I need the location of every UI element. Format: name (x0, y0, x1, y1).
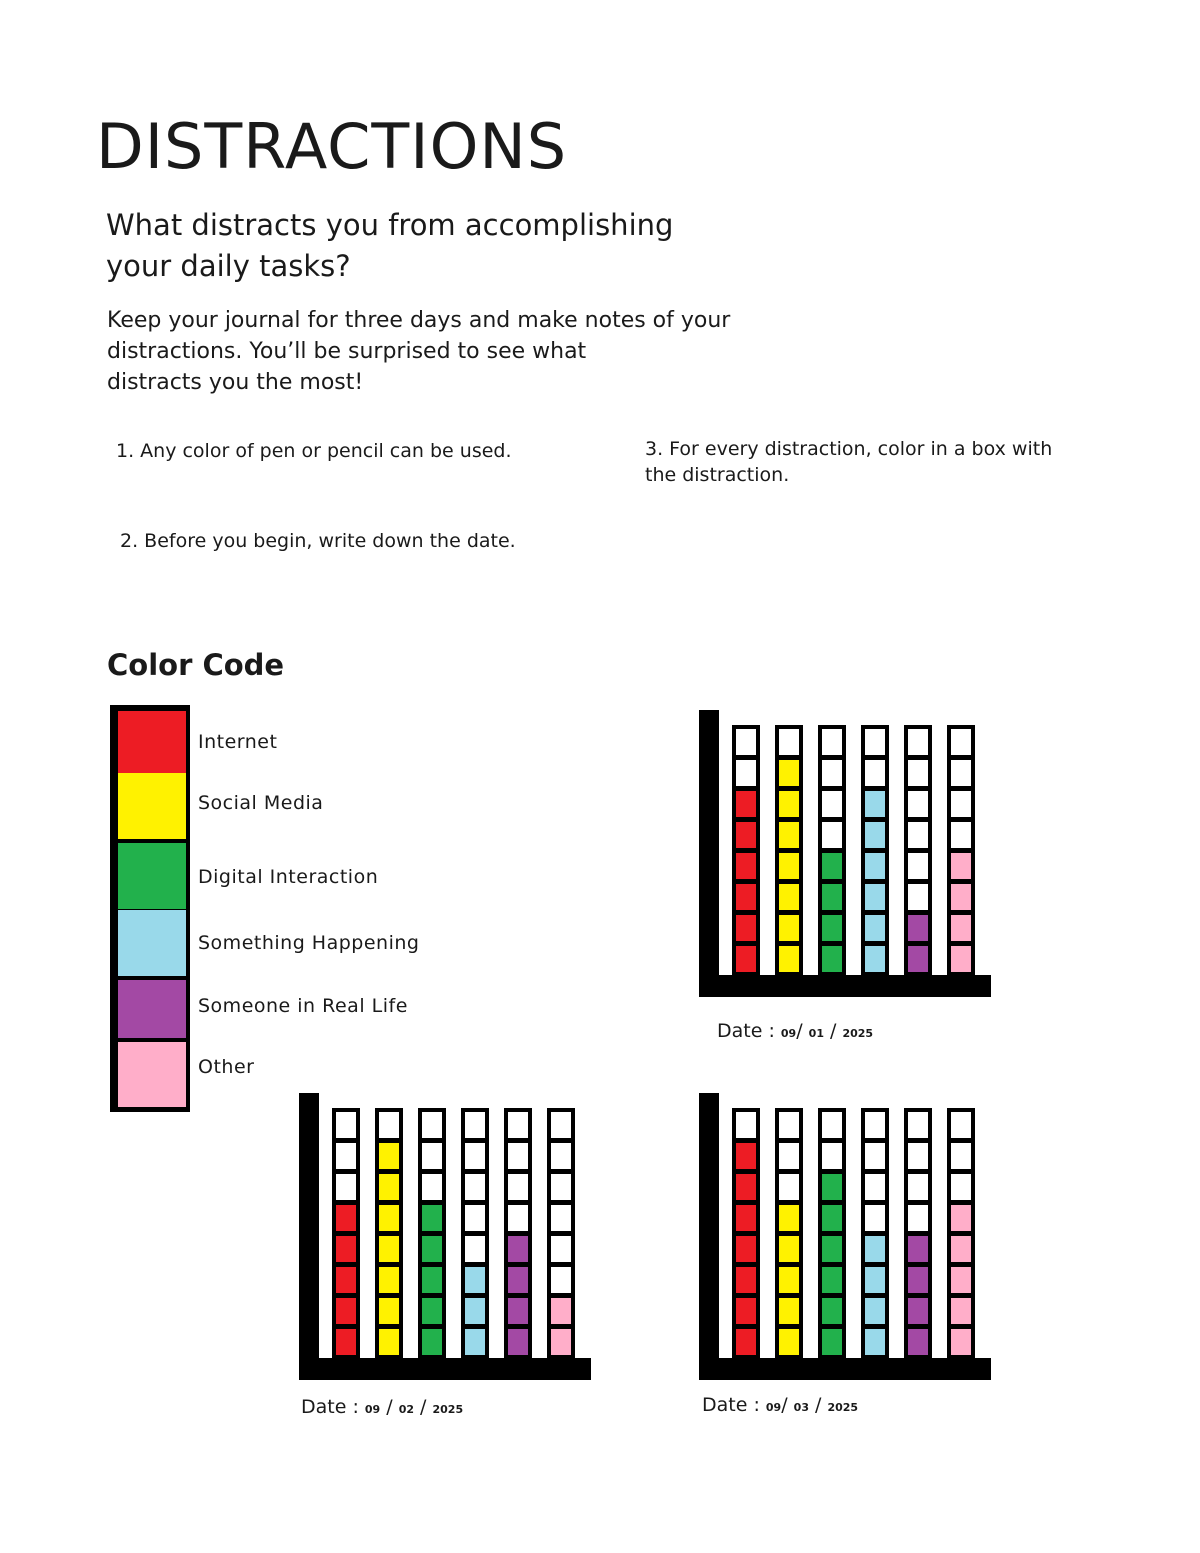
bar-cell-filled (379, 1143, 399, 1169)
bar-cell-empty (908, 791, 928, 817)
bar-something-happening (861, 725, 889, 977)
bar-cell-empty (865, 1143, 885, 1169)
bar-cell-empty (951, 822, 971, 848)
bar-cell-filled (865, 791, 885, 817)
bar-cell-filled (379, 1205, 399, 1231)
bar-digital-interaction (818, 1108, 846, 1360)
bar-cell-empty (336, 1112, 356, 1138)
bar-cell-empty (908, 853, 928, 879)
bar-cell-filled (822, 1205, 842, 1231)
bar-cell-filled (951, 1205, 971, 1231)
bar-cell-filled (736, 1143, 756, 1169)
bar-cell-filled (822, 1236, 842, 1262)
distraction-chart-day-3 (699, 1093, 994, 1383)
color-code-heading: Color Code (107, 648, 285, 682)
bar-cell-filled (736, 822, 756, 848)
bar-cell-empty (551, 1174, 571, 1200)
bar-cell-filled (908, 1329, 928, 1355)
intro-line: distractions. You’ll be surprised to see what (107, 339, 587, 364)
bar-cell-filled (465, 1267, 485, 1293)
bar-cell-empty (865, 1205, 885, 1231)
y-axis (699, 1093, 719, 1380)
bar-cell-filled (422, 1205, 442, 1231)
bar-cell-filled (379, 1267, 399, 1293)
bar-cell-empty (951, 729, 971, 755)
bar-cell-empty (908, 1174, 928, 1200)
bar-cell-filled (779, 822, 799, 848)
bar-cell-filled (736, 853, 756, 879)
bar-cell-filled (908, 1267, 928, 1293)
bar-cell-filled (736, 1236, 756, 1262)
bar-cell-empty (951, 791, 971, 817)
bar-cell-empty (908, 760, 928, 786)
instruction-1 (116, 438, 512, 464)
date-label: Date : (702, 1394, 760, 1416)
bar-cell-empty (865, 1112, 885, 1138)
legend-swatch-something-happening (118, 910, 186, 976)
bar-cell-filled (379, 1174, 399, 1200)
bar-cell-empty (951, 1143, 971, 1169)
bar-cell-filled (779, 853, 799, 879)
legend-label-someone-in-real-life: Someone in Real Life (198, 995, 408, 1017)
bar-cell-empty (336, 1174, 356, 1200)
bar-cell-filled (865, 853, 885, 879)
bar-cell-empty (422, 1112, 442, 1138)
bar-cell-filled (379, 1236, 399, 1262)
bar-cell-filled (865, 1329, 885, 1355)
subtitle (106, 205, 746, 287)
instruction-2 (120, 528, 516, 554)
x-axis (699, 975, 991, 997)
bar-cell-empty (822, 791, 842, 817)
bar-cell-empty (379, 1112, 399, 1138)
x-axis (699, 1358, 991, 1380)
bar-cell-filled (951, 915, 971, 941)
bar-cell-filled (865, 1236, 885, 1262)
bar-cell-filled (951, 884, 971, 910)
bar-cell-empty (551, 1236, 571, 1262)
bar-cell-filled (508, 1329, 528, 1355)
bar-cell-filled (865, 1298, 885, 1324)
distraction-chart-day-1 (699, 710, 994, 1000)
legend-swatch-internet (118, 711, 186, 773)
bar-cell-filled (736, 1298, 756, 1324)
legend-swatch-social-media (118, 773, 186, 839)
legend-label-other: Other (198, 1056, 255, 1078)
bar-cell-filled (779, 946, 799, 972)
bar-cell-filled (508, 1236, 528, 1262)
bar-something-happening (861, 1108, 889, 1360)
bar-cell-empty (822, 760, 842, 786)
bar-cell-filled (951, 1329, 971, 1355)
bar-cell-filled (422, 1329, 442, 1355)
bar-cell-filled (822, 853, 842, 879)
date-day: 03 (793, 1401, 809, 1414)
instruction-line: the distraction. (645, 464, 790, 486)
date-label: Date : (301, 1396, 359, 1418)
bar-cell-filled (779, 1298, 799, 1324)
bar-cell-filled (822, 946, 842, 972)
legend-label-internet: Internet (198, 731, 278, 753)
bar-cell-empty (551, 1267, 571, 1293)
bar-cell-empty (551, 1205, 571, 1231)
bar-cell-filled (779, 884, 799, 910)
bar-cell-empty (865, 760, 885, 786)
bar-cell-empty (465, 1174, 485, 1200)
date-month: 09 (780, 1027, 797, 1040)
bar-other (547, 1108, 575, 1360)
bar-cell-filled (822, 1298, 842, 1324)
bar-cell-empty (951, 760, 971, 786)
distraction-chart-day-2 (299, 1093, 594, 1383)
bar-cell-filled (865, 946, 885, 972)
bar-social-media (775, 725, 803, 977)
bar-cell-filled (736, 1205, 756, 1231)
bar-cell-filled (336, 1236, 356, 1262)
bar-cell-filled (779, 1267, 799, 1293)
bar-cell-empty (736, 1112, 756, 1138)
bar-someone-in-real-life (504, 1108, 532, 1360)
bar-cell-filled (908, 915, 928, 941)
bar-cell-empty (908, 729, 928, 755)
legend-swatch-other (118, 1042, 186, 1107)
bar-cell-empty (508, 1143, 528, 1169)
bar-cell-filled (379, 1298, 399, 1324)
bar-internet (732, 1108, 760, 1360)
bar-cell-empty (865, 729, 885, 755)
bar-other (947, 725, 975, 977)
bar-cell-filled (336, 1329, 356, 1355)
date-line-day-1: Date : 09/ 01 / 2025 (717, 1020, 874, 1042)
subtitle-line: What distracts you from accomplishing (106, 208, 674, 242)
bar-cell-filled (822, 1174, 842, 1200)
bar-cell-filled (822, 1329, 842, 1355)
bar-cell-filled (951, 1236, 971, 1262)
instruction-line: 3. For every distraction, color in a box with (645, 438, 1053, 460)
legend-swatch-digital-interaction (118, 843, 186, 909)
bar-cell-filled (736, 791, 756, 817)
date-month: 09 (364, 1403, 381, 1416)
date-label: Date : (717, 1020, 775, 1042)
color-legend (110, 705, 190, 1112)
instruction-line: 1. Any color of pen or pencil can be used. (116, 440, 512, 462)
bar-cell-filled (336, 1205, 356, 1231)
bar-cell-filled (779, 915, 799, 941)
bar-cell-filled (465, 1329, 485, 1355)
bar-cell-filled (779, 791, 799, 817)
bar-cell-filled (779, 1236, 799, 1262)
page-title: DISTRACTIONS (96, 110, 568, 183)
bar-cell-filled (779, 1329, 799, 1355)
bar-someone-in-real-life (904, 1108, 932, 1360)
bar-cell-empty (736, 729, 756, 755)
bar-internet (732, 725, 760, 977)
bar-cell-empty (822, 729, 842, 755)
intro-paragraph (107, 305, 807, 398)
legend-swatch-someone-in-real-life (118, 980, 186, 1038)
bar-cell-empty (422, 1143, 442, 1169)
bar-cell-empty (865, 1174, 885, 1200)
x-axis (299, 1358, 591, 1380)
bar-cell-filled (865, 915, 885, 941)
bar-cell-empty (508, 1174, 528, 1200)
bar-cell-filled (951, 1298, 971, 1324)
bar-cell-empty (822, 1112, 842, 1138)
intro-line: distracts you the most! (107, 370, 364, 395)
bar-cell-filled (779, 760, 799, 786)
bar-cell-empty (551, 1143, 571, 1169)
date-day: 02 (398, 1403, 415, 1416)
bar-cell-filled (422, 1236, 442, 1262)
bar-cell-filled (865, 884, 885, 910)
bar-cell-empty (908, 1143, 928, 1169)
bar-cell-empty (465, 1205, 485, 1231)
y-axis (699, 710, 719, 997)
bar-something-happening (461, 1108, 489, 1360)
bar-cell-filled (336, 1267, 356, 1293)
bar-cell-empty (779, 1174, 799, 1200)
bar-cell-filled (736, 1174, 756, 1200)
y-axis (299, 1093, 319, 1380)
bar-digital-interaction (818, 725, 846, 977)
bar-cell-filled (336, 1298, 356, 1324)
bar-cell-empty (736, 760, 756, 786)
bar-cell-filled (822, 1267, 842, 1293)
bar-cell-filled (508, 1267, 528, 1293)
bar-cell-filled (551, 1329, 571, 1355)
bar-cell-filled (951, 853, 971, 879)
bar-cell-empty (422, 1174, 442, 1200)
bar-cell-filled (908, 1298, 928, 1324)
date-month: 09 (765, 1401, 782, 1414)
bar-cell-filled (951, 946, 971, 972)
bar-cell-filled (908, 946, 928, 972)
bar-social-media (775, 1108, 803, 1360)
instruction-line: 2. Before you begin, write down the date. (120, 530, 516, 552)
bar-cell-filled (422, 1298, 442, 1324)
bar-cell-filled (465, 1298, 485, 1324)
date-line-day-3: Date : 09/ 03 / 2025 (702, 1394, 859, 1416)
bar-cell-filled (422, 1267, 442, 1293)
legend-label-something-happening: Something Happening (198, 932, 420, 954)
bar-social-media (375, 1108, 403, 1360)
bar-internet (332, 1108, 360, 1360)
bar-cell-empty (465, 1112, 485, 1138)
bar-cell-empty (779, 1143, 799, 1169)
bar-cell-filled (736, 1267, 756, 1293)
bar-cell-filled (822, 915, 842, 941)
bar-cell-filled (736, 884, 756, 910)
date-year: 2025 (842, 1027, 874, 1040)
date-line-day-2: Date : 09 / 02 / 2025 (301, 1396, 464, 1418)
bar-cell-empty (551, 1112, 571, 1138)
bar-cell-filled (551, 1298, 571, 1324)
bar-cell-empty (822, 1143, 842, 1169)
bar-cell-filled (736, 1329, 756, 1355)
bar-digital-interaction (418, 1108, 446, 1360)
bar-cell-filled (379, 1329, 399, 1355)
bar-cell-filled (865, 1267, 885, 1293)
legend-label-digital-interaction: Digital Interaction (198, 866, 379, 888)
bar-cell-empty (508, 1205, 528, 1231)
bar-cell-empty (908, 1205, 928, 1231)
legend-label-social-media: Social Media (198, 792, 324, 814)
bar-cell-empty (951, 1112, 971, 1138)
bar-cell-empty (908, 884, 928, 910)
bar-cell-filled (822, 884, 842, 910)
bar-cell-filled (736, 915, 756, 941)
bar-cell-filled (779, 1205, 799, 1231)
bar-cell-empty (951, 1174, 971, 1200)
bar-cell-empty (908, 1112, 928, 1138)
instruction-3 (645, 436, 1052, 488)
date-day: 01 (808, 1027, 824, 1040)
date-year: 2025 (827, 1401, 859, 1414)
bar-cell-filled (951, 1267, 971, 1293)
bar-cell-empty (336, 1143, 356, 1169)
date-year: 2025 (432, 1403, 464, 1416)
bar-cell-empty (822, 822, 842, 848)
bar-cell-empty (465, 1236, 485, 1262)
bar-someone-in-real-life (904, 725, 932, 977)
bar-cell-empty (908, 822, 928, 848)
bar-cell-empty (465, 1143, 485, 1169)
bar-cell-empty (779, 1112, 799, 1138)
bar-cell-filled (736, 946, 756, 972)
intro-line: Keep your journal for three days and make notes of your (107, 308, 731, 333)
bar-other (947, 1108, 975, 1360)
bar-cell-empty (508, 1112, 528, 1138)
bar-cell-filled (908, 1236, 928, 1262)
subtitle-line: your daily tasks? (106, 249, 351, 283)
bar-cell-empty (779, 729, 799, 755)
bar-cell-filled (865, 822, 885, 848)
bar-cell-filled (508, 1298, 528, 1324)
